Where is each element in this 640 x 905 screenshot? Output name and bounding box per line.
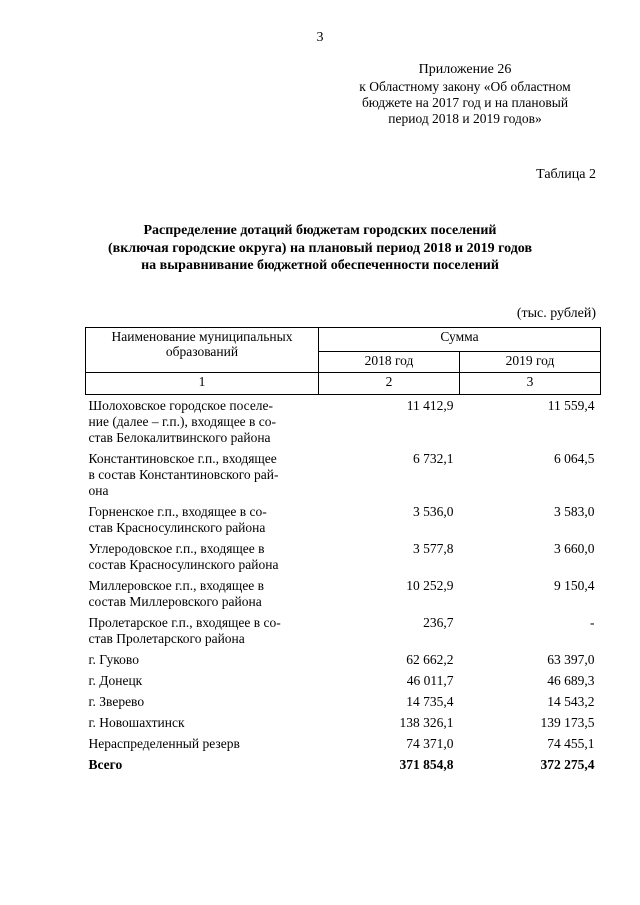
municipality-name-line: г. Гуково [88, 652, 139, 667]
amount-2018: 236,7 [423, 615, 454, 630]
header-sum: Сумма [319, 328, 601, 352]
amount-2018: 3 536,0 [413, 504, 454, 519]
header-name-line-2: образований [165, 344, 239, 359]
table-row [86, 736, 601, 757]
municipality-name [86, 451, 319, 504]
amount-2018: 6 732,1 [413, 451, 454, 466]
page-number: 3 [316, 30, 324, 45]
municipality-name [86, 578, 319, 615]
table-row [86, 578, 601, 615]
table-row [86, 652, 601, 673]
table-row [86, 451, 601, 504]
amount-2018: 138 326,1 [399, 715, 454, 730]
municipality-name-line: состав Красносулинского района [88, 557, 279, 572]
header-name [86, 328, 319, 373]
table-body [86, 395, 601, 774]
municipality-name [86, 694, 319, 715]
table-row [86, 673, 601, 694]
document-title [60, 222, 580, 275]
municipality-name [86, 652, 319, 673]
municipality-name [86, 736, 319, 757]
column-number: 2 [319, 373, 460, 395]
amount-2018: 62 662,2 [406, 652, 454, 667]
municipality-name [86, 395, 319, 452]
amount-2018: 3 577,8 [413, 541, 454, 556]
amount-2018: 46 011,7 [406, 673, 454, 688]
appendix-block [330, 62, 600, 127]
municipality-name-line: в состав Константиновского рай- [88, 467, 279, 482]
amount-2019: 14 543,2 [547, 694, 595, 709]
amount-2019: 46 689,3 [547, 673, 595, 688]
municipality-name-line: Миллеровское г.п., входящее в [88, 578, 265, 593]
title-line-2: (включая городские округа) на плановый период 2018 и 2019 годов [107, 240, 533, 256]
amount-2019: 6 064,5 [554, 451, 595, 466]
amount-2019: 9 150,4 [554, 578, 595, 593]
amount-2018: 10 252,9 [406, 578, 454, 593]
subsidies-table [85, 327, 601, 773]
header-name-line-1: Наименование муниципальных [111, 329, 293, 344]
municipality-name-line: она [88, 483, 109, 498]
amount-2019: 63 397,0 [547, 652, 595, 667]
table-row [86, 395, 601, 452]
amount-2019: 139 173,5 [540, 715, 595, 730]
municipality-name-line: Нераспределенный резерв [88, 736, 240, 751]
amount-2019: 74 455,1 [547, 736, 595, 751]
amount-2019: - [590, 615, 595, 630]
table-row [86, 715, 601, 736]
appendix-title: Приложение 26 [418, 62, 512, 77]
municipality-name-line: Пролетарское г.п., входящее в со- [88, 615, 281, 630]
column-number: 1 [86, 373, 319, 395]
municipality-name-line: став Красносулинского района [88, 520, 266, 535]
municipality-name-line: ние (далее – г.п.), входящее в со- [88, 414, 277, 429]
amount-2018: 11 412,9 [406, 398, 454, 413]
municipality-name-line: Шолоховское городское поселе- [88, 398, 274, 413]
municipality-name-line: г. Донецк [88, 673, 143, 688]
amount-2019: 3 660,0 [554, 541, 595, 556]
amount-2019: 3 583,0 [554, 504, 595, 519]
title-line-1: Распределение дотаций бюджетам городских поселений [143, 223, 497, 238]
amount-2018: 74 371,0 [406, 736, 454, 751]
header-year-2018: 2018 год [319, 352, 460, 373]
municipality-name-line: г. Новошахтинск [88, 715, 185, 730]
appendix-line-2: бюджете на 2017 год и на плановый [361, 95, 569, 110]
header-year-2019: 2019 год [460, 352, 601, 373]
amount-2018: 14 735,4 [406, 694, 454, 709]
municipality-name-line: став Пролетарского района [88, 631, 245, 646]
title-line-3: на выравнивание бюджетной обеспеченности поселений [141, 258, 499, 273]
total-2019: 372 275,4 [540, 757, 595, 772]
table-row [86, 541, 601, 578]
units-label: (тыс. рублей) [516, 306, 596, 321]
municipality-name-line: Константиновское г.п., входящее [88, 451, 277, 466]
column-number: 3 [460, 373, 601, 395]
municipality-name [86, 673, 319, 694]
appendix-line-1: к Областному закону «Об областном [359, 79, 571, 94]
municipality-name [86, 541, 319, 578]
municipality-name-line: Углеродовское г.п., входящее в [88, 541, 265, 556]
municipality-name [86, 615, 319, 652]
table-row [86, 504, 601, 541]
municipality-name-line: став Белокалитвинского района [88, 430, 271, 445]
municipality-name [86, 715, 319, 736]
appendix-line-3: период 2018 и 2019 годов» [388, 111, 542, 126]
table-row [86, 615, 601, 652]
table-row [86, 694, 601, 715]
total-row [86, 757, 601, 773]
amount-2019: 11 559,4 [547, 398, 595, 413]
municipality-name [86, 504, 319, 541]
total-label: Всего [88, 757, 123, 772]
municipality-name-line: г. Зверево [88, 694, 145, 709]
municipality-name-line: состав Миллеровского района [88, 594, 262, 609]
total-2018: 371 854,8 [399, 757, 454, 772]
table-label: Таблица 2 [536, 167, 596, 182]
municipality-name-line: Горненское г.п., входящее в со- [88, 504, 267, 519]
